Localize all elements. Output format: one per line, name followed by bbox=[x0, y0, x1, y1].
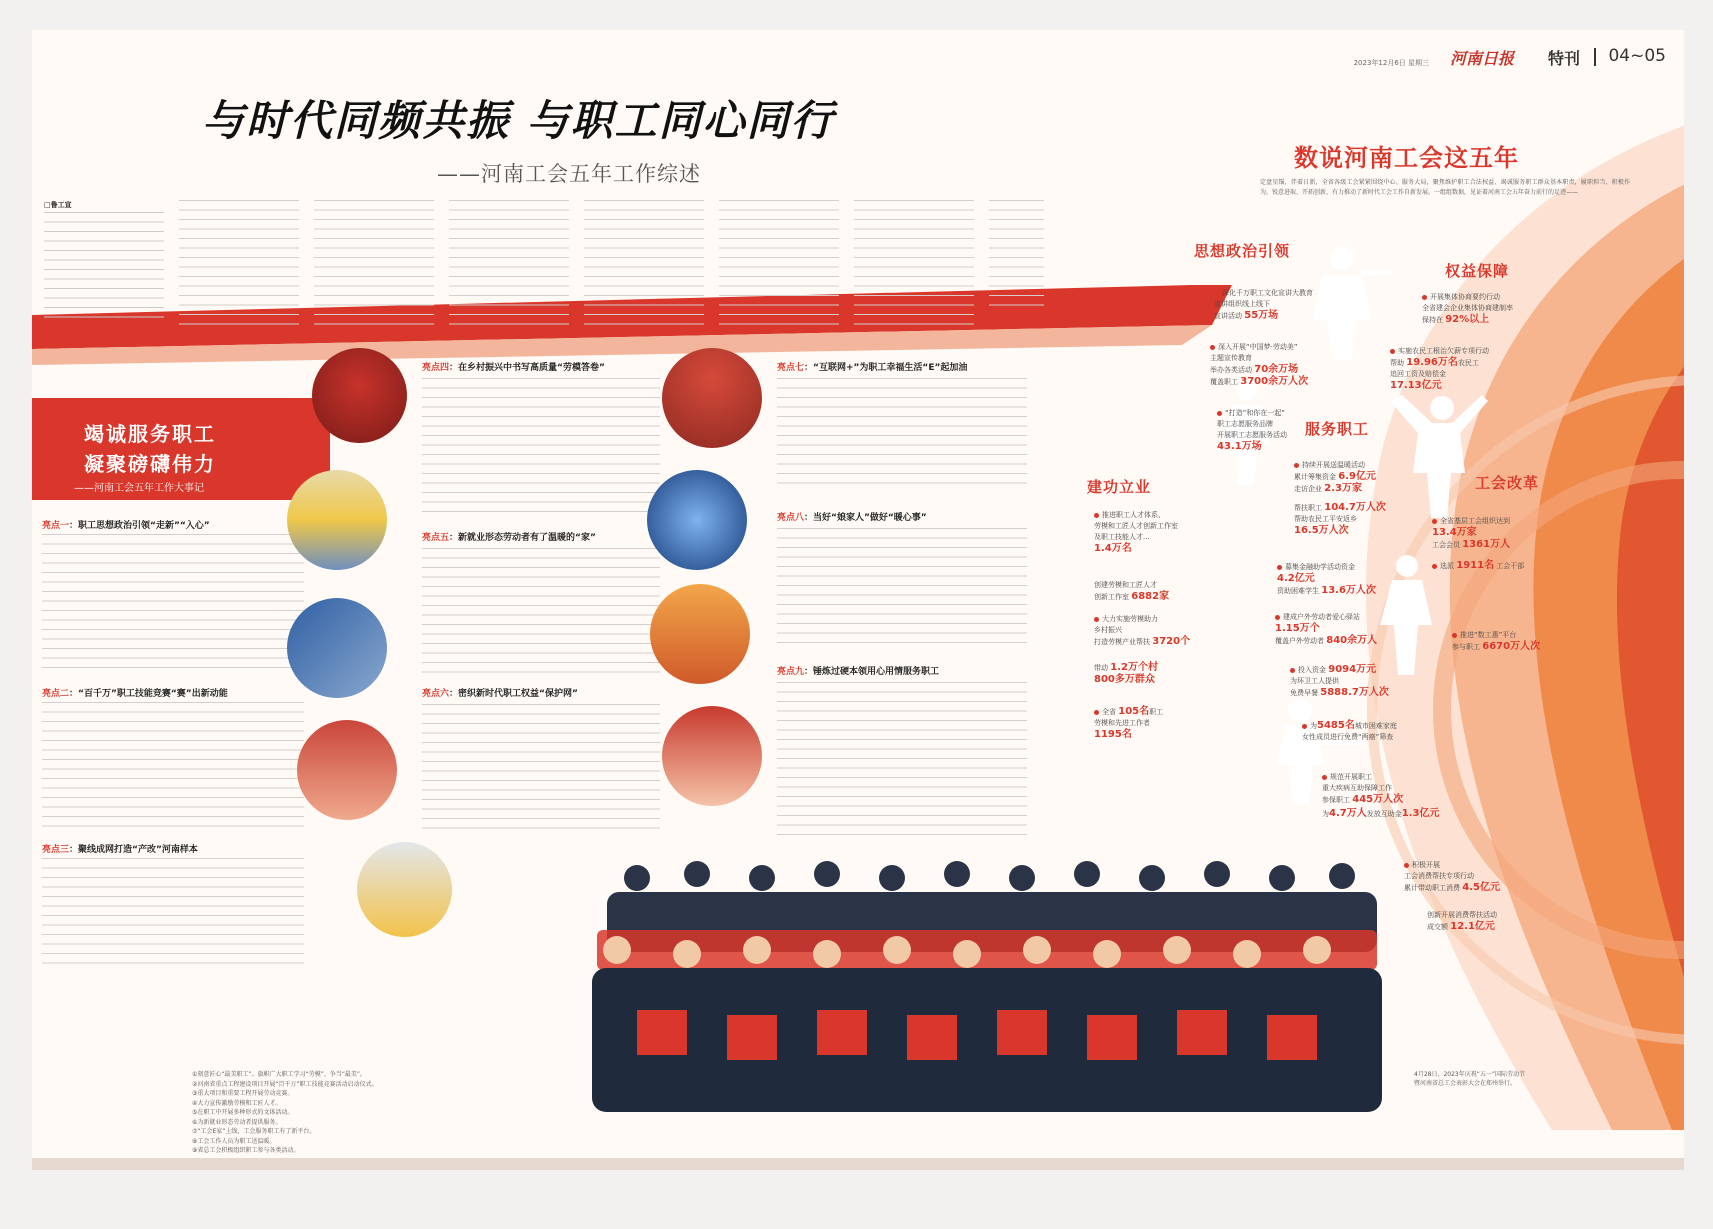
lead-body-columns bbox=[44, 200, 1044, 330]
page-numbers: 04~05 bbox=[1608, 46, 1666, 66]
highlight-body-1 bbox=[42, 534, 304, 674]
lead-headline: 与时代同频共振 与职工同心同行 bbox=[202, 96, 835, 145]
conference-photo bbox=[662, 706, 762, 806]
stat-item: 募集金融助学活动资金 4.2亿元 资助困难学生 13.6万人次 bbox=[1277, 563, 1376, 596]
stats-title: 数说河南工会这五年 bbox=[1294, 144, 1519, 172]
stat-item: 推进“数工惠”平台 参与职工 6670万人次 bbox=[1452, 631, 1541, 652]
highlight-body-2 bbox=[42, 702, 304, 832]
stat-item: 规范开展职工 重大疾病互助保障工作 参保职工 445万人次 bbox=[1322, 773, 1404, 805]
category-rights: 权益保障 bbox=[1445, 262, 1510, 280]
highlight-heading-1: 亮点一：职工思想政治引领“走新”“入心” bbox=[42, 521, 210, 531]
lead-subheadline: ——河南工会五年工作综述 bbox=[437, 162, 701, 186]
stat-item: 选派 1911名 工会干部 bbox=[1432, 560, 1602, 572]
highlight-heading-7: 亮点七：“互联网+”为职工幸福生活“E”起加油 bbox=[777, 363, 968, 373]
highlight-heading-3: 亮点三：聚线成网打造“产改”河南样本 bbox=[42, 845, 198, 855]
category-contribution: 建功立业 bbox=[1087, 478, 1152, 496]
highlight-body-4 bbox=[422, 378, 660, 518]
highlight-body-7 bbox=[777, 378, 1027, 488]
stat-item: 实施农民工根治欠薪专项行动 帮助 19.96万名农民工 追回工资及赔偿金 17.13亿元 bbox=[1390, 347, 1489, 391]
highlight-body-8 bbox=[777, 528, 1027, 648]
lead-column bbox=[584, 200, 704, 326]
stat-item: 大力实施劳模助力 乡村振兴 打造劳模产业帮扶 3720个 bbox=[1094, 615, 1191, 647]
footer-band bbox=[32, 1158, 1684, 1170]
delivery-workers-photo bbox=[357, 842, 452, 937]
rural-revitalization-photo bbox=[662, 348, 762, 448]
newspaper-spread bbox=[32, 30, 1684, 1170]
category-reform: 工会改革 bbox=[1475, 474, 1540, 492]
stat-item: 深入开展“中国梦·劳动美” 主题宣传教育 举办各类活动 70余万场 覆盖职工 3700余万人次 bbox=[1210, 343, 1309, 387]
page-header bbox=[32, 30, 1684, 78]
photo-captions: ①刻意匠心“最美职工”。旗帜广大职工学习“劳模”、争当“最美”。 ②河南省重点工程建设项目开展“百千万”职工技能竞赛活动启动仪式。 ③重大项目和重要工程开展劳动竞赛。 ④大力宣传激励劳模和工匠人才。 ⑤在职工中开展多种形式的文体活动。 ⑥为新就业形态劳动者提供服务。 ⑦“工会E家”上线，工会服务职工有了新平台。 ⑧工会工作人员为职工送温暖。 ⑨省总工会积极组织职工参与各类活动。 bbox=[192, 1071, 378, 1154]
lead-column bbox=[989, 200, 1044, 326]
highlight-heading-4: 亮点四：在乡村振兴中书写高质量“劳模答卷” bbox=[422, 363, 605, 373]
stat-item: 推进职工人才体系、 劳模和工匠人才创新工作室 及职工技能人才... 1.4万名 bbox=[1094, 511, 1178, 554]
volunteers-photo bbox=[650, 584, 750, 684]
highlight-body-6 bbox=[422, 704, 660, 834]
award-winners-group-photo bbox=[577, 850, 1397, 1112]
highlight-heading-8: 亮点八：当好“娘家人”做好“暖心事” bbox=[777, 513, 927, 523]
stat-item: 开展集体协商要约行动 全省建会企业集体协商建制率 保持在 92%以上 bbox=[1422, 293, 1513, 325]
stat-item: 深化千万职工文化宣讲大教育 宣讲组织线上线下 宣讲活动 55万场 bbox=[1214, 289, 1313, 321]
section-title-line2: 凝聚磅礴伟力 bbox=[84, 452, 216, 476]
body-text-placeholder bbox=[44, 212, 164, 322]
stat-item: 持续开展送温暖活动 累计筹集资金 6.9亿元 走访企业 2.3万家 bbox=[1294, 461, 1376, 494]
stat-item: 创建劳模和工匠人才 创新工作室 6882家 bbox=[1094, 581, 1170, 602]
section-title-line1: 竭诚服务职工 bbox=[84, 422, 216, 446]
group-photo-caption: 4月28日，2023年庆祝“五一”国际劳动节暨河南省总工会表彰大会在郑州举行。 bbox=[1414, 1071, 1525, 1087]
stat-item: 全省 105名职工 劳模和先进工作者 1195名 bbox=[1094, 706, 1164, 740]
highlight-body-3 bbox=[42, 858, 304, 966]
stat-item: 投入资金 9094万元 为环卫工人提供 免费早餐 5888.7万人次 bbox=[1290, 664, 1389, 698]
highlight-body-9 bbox=[777, 682, 1027, 837]
lead-column bbox=[314, 200, 434, 326]
stage-event-photo bbox=[647, 470, 747, 570]
award-ceremony-photo bbox=[312, 348, 407, 443]
stats-intro: 定盘星锚，伴着日新，全省各级工会紧紧围绕中心、服务大局，聚焦维护职工合法权益、竭诚服务职工群众基本职责，履职担当、积极作为，锐意进取、开拓创新，有力推动了新时代工会工作自新发展。一组组数据，见证着河南工会五年奋力前行的足迹—— bbox=[1260, 179, 1630, 196]
lead-column bbox=[44, 200, 164, 326]
newspaper-logo: 河南日报 bbox=[1449, 49, 1514, 68]
skills-contest-photo bbox=[287, 598, 387, 698]
section-label: 特刊 bbox=[1547, 49, 1580, 68]
lead-column bbox=[854, 200, 974, 326]
stat-item: 建成户外劳动者爱心驿站 1.15万个 覆盖户外劳动者 840余万人 bbox=[1275, 613, 1378, 646]
lead-column bbox=[719, 200, 839, 326]
stat-item: 为5485名城市困难家庭 女性成员进行免费“两癌”筛查 bbox=[1302, 720, 1397, 741]
stat-item: 帮扶职工 104.7万人次 帮助农民工平安返乡 16.5万人次 bbox=[1294, 502, 1386, 536]
highlight-heading-6: 亮点六：密织新时代职工权益“保护网” bbox=[422, 689, 578, 699]
lead-column bbox=[179, 200, 299, 326]
workers-gathering-photo bbox=[287, 470, 387, 570]
meeting-photo bbox=[297, 720, 397, 820]
highlight-heading-5: 亮点五：新就业形态劳动者有了温暖的“家” bbox=[422, 533, 596, 543]
stat-item: 带动 1.2万个村 800多万群众 bbox=[1094, 662, 1158, 685]
highlight-body-5 bbox=[422, 548, 660, 678]
category-ideology: 思想政治引领 bbox=[1194, 242, 1291, 260]
stat-item: 为4.7万人发放互助金1.3亿元 bbox=[1322, 808, 1440, 819]
highlight-heading-9: 亮点九：锤炼过硬本领用心用情服务职工 bbox=[777, 667, 940, 677]
stat-item: “打造”和你在一起” 职工志愿服务品牌 开展职工志愿服务活动 43.1万场 bbox=[1217, 409, 1287, 452]
stat-item: 积极开展 工会消费帮扶专项行动 累计带动职工消费 4.5亿元 bbox=[1404, 861, 1500, 893]
header-divider bbox=[1594, 48, 1596, 66]
header-date: 2023年12月6日 星期三 bbox=[1353, 59, 1429, 67]
highlight-heading-2: 亮点二：“百千万”职工技能竞赛“赛”出新动能 bbox=[42, 689, 228, 699]
lead-column bbox=[449, 200, 569, 326]
stat-item: 全省基层工会组织达到 13.4万家 工会会员 1361万人 bbox=[1432, 517, 1511, 550]
stat-item: 创新开展消费帮扶活动 成交额 12.1亿元 bbox=[1427, 911, 1497, 932]
byline: □鲁工宣 bbox=[44, 201, 72, 209]
section-subtitle: ——河南工会五年工作大事记 bbox=[74, 483, 204, 494]
category-service: 服务职工 bbox=[1305, 420, 1370, 438]
lifter-silhouette-icon bbox=[1392, 390, 1492, 520]
